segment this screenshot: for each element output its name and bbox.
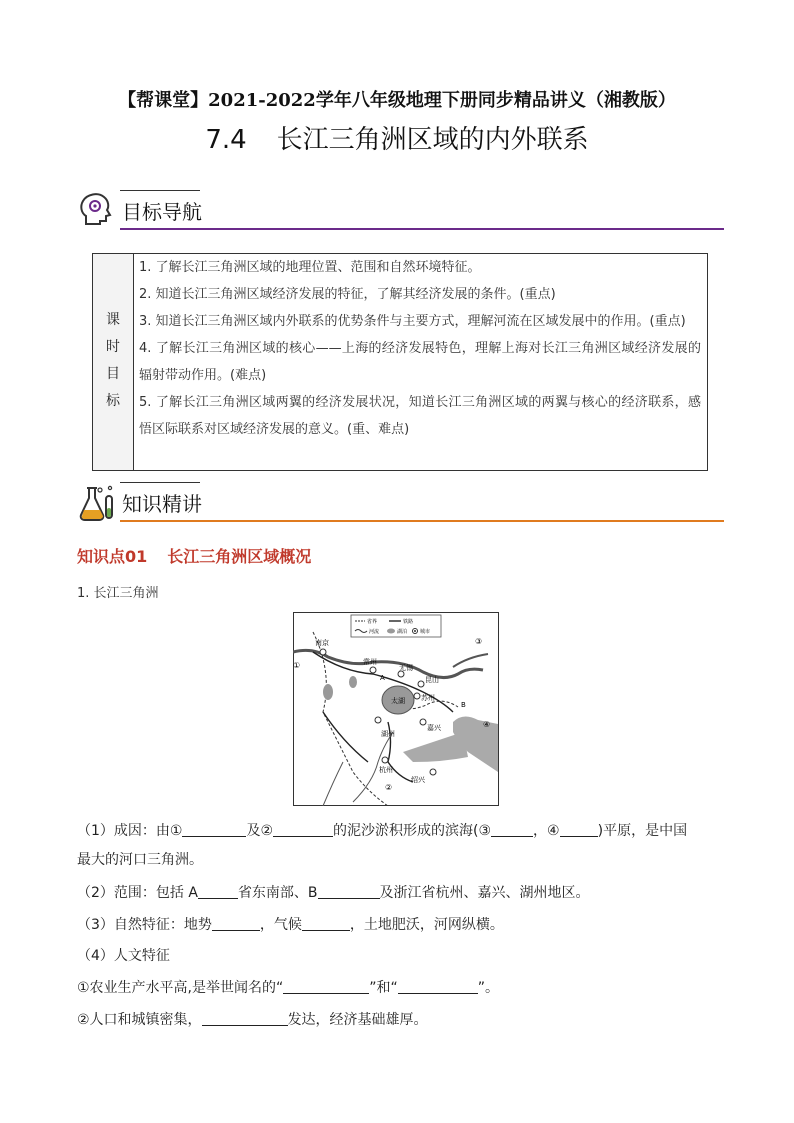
legend-item: 河流	[369, 629, 380, 635]
goal-item: 3. 知道长江三角洲区域内外联系的优势条件与主要方式，理解河流在区域发展中的作用。(重点)	[139, 314, 686, 329]
question-4-1	[77, 974, 722, 1003]
map-legend	[351, 615, 441, 637]
q-text: )平原，是中国	[597, 823, 688, 839]
goal-item: 2. 知道长江三角洲区域经济发展的特征，了解其经济发展的条件。(重点)	[139, 287, 556, 302]
legend-item: 铁路	[403, 619, 414, 625]
flask-icon	[76, 482, 116, 522]
q-text: ，气候	[259, 917, 302, 933]
q-text: （2）范围：包括 A	[77, 885, 198, 901]
side-char: 时	[106, 339, 120, 355]
knowledge-overline	[120, 482, 200, 483]
answer-blank[interactable]	[273, 822, 333, 837]
knowledge-point-title	[77, 544, 311, 567]
yangtze-delta-map	[293, 612, 499, 806]
q-text: （1）成因：由①	[77, 823, 183, 839]
answer-blank[interactable]	[182, 822, 246, 837]
map-city: 绍兴	[411, 776, 425, 784]
goal-item: 1. 了解长江三角洲区域的地理位置、范围和自然环境特征。	[139, 260, 481, 275]
goals-table	[92, 253, 708, 471]
map-marker: ①	[293, 661, 301, 670]
head-gear-icon	[76, 190, 116, 230]
answer-blank[interactable]	[302, 916, 350, 931]
answer-blank[interactable]	[491, 822, 533, 837]
q-text: ”和“	[369, 980, 398, 996]
section-title: 长江三角洲区域的内外联系	[276, 125, 589, 155]
answer-blank[interactable]	[283, 979, 369, 994]
side-char: 标	[106, 393, 120, 409]
map-city: 湖州	[381, 730, 395, 738]
section-number: 7.4	[205, 125, 247, 155]
knowledge-section-header	[76, 482, 724, 522]
goal-item: 4. 了解长江三角洲区域的核心——上海的经济发展特色，理解上海对长江三角洲区域经济发展的辐射带动作用。(难点)	[139, 341, 701, 383]
map-marker: ②	[385, 783, 393, 792]
q-text: ，土地肥沃，河网纵横。	[349, 917, 504, 933]
map-city: 太湖	[391, 697, 405, 705]
map-city: 苏州	[421, 694, 435, 702]
answer-blank[interactable]	[318, 884, 380, 899]
q-text: 最大的河口三角洲。	[77, 852, 203, 868]
subheading: 1. 长江三角洲	[77, 586, 159, 601]
q-text: 及②	[246, 823, 274, 839]
map-marker: ③	[475, 637, 483, 646]
knowledge-rule	[120, 520, 724, 522]
question-1	[77, 817, 722, 875]
goals-rule	[120, 228, 724, 230]
goals-heading: 目标导航	[122, 200, 202, 224]
answer-blank[interactable]	[398, 979, 478, 994]
question-4: （4）人文特征	[77, 948, 170, 964]
answer-blank[interactable]	[198, 884, 238, 899]
answer-blank[interactable]	[202, 1011, 288, 1026]
q-text: 及浙江省杭州、嘉兴、湖州地区。	[379, 885, 590, 901]
q-text: ①农业生产水平高,是举世闻名的“	[77, 980, 284, 996]
map-city: 无锡	[399, 664, 413, 672]
map-city: 常州	[363, 658, 377, 666]
goals-side-label	[93, 254, 134, 470]
map-city: 杭州	[379, 766, 393, 774]
goals-section-header	[76, 190, 724, 230]
q-text: 的泥沙淤积形成的滨海(③	[333, 823, 492, 839]
legend-item: 省界	[367, 619, 378, 625]
question-2	[77, 879, 722, 908]
q-text: ②人口和城镇密集，	[77, 1012, 202, 1028]
legend-item: 湖泊	[397, 629, 408, 635]
map-marker: ④	[483, 720, 491, 729]
map-marker: A	[380, 674, 385, 682]
knowledge-heading: 知识精讲	[122, 492, 202, 516]
question-4-2	[77, 1006, 722, 1035]
answer-blank[interactable]	[560, 822, 598, 837]
goals-list	[139, 254, 701, 443]
map-marker: B	[461, 701, 466, 709]
question-3	[77, 911, 722, 940]
q-text: 发达，经济基础雄厚。	[287, 1012, 428, 1028]
legend-item: 城市	[420, 629, 431, 635]
knowledge-point-name: 长江三角洲区域概况	[167, 547, 312, 566]
side-char: 课	[106, 312, 120, 328]
brand-header: 【帮课堂】2021-2022学年八年级地理下册同步精品讲义（湘教版）	[118, 90, 676, 111]
knowledge-point-label: 知识点01	[77, 547, 148, 566]
q-text: ，④	[533, 823, 560, 839]
map-city: 嘉兴	[427, 724, 441, 732]
map-city: 昆山	[425, 676, 439, 684]
goals-overline	[120, 190, 200, 191]
page-title	[0, 119, 794, 156]
q-text: 省东南部、B	[237, 885, 318, 901]
answer-blank[interactable]	[212, 916, 260, 931]
q-text: ”。	[477, 980, 500, 996]
goal-item: 5. 了解长江三角洲区域两翼的经济发展状况，知道长江三角洲区域的两翼与核心的经济联系，感悟区际联系对区域经济发展的意义。(重、难点)	[139, 395, 701, 437]
side-char: 目	[106, 366, 120, 382]
map-city: 南京	[315, 639, 329, 647]
q-text: （3）自然特征：地势	[77, 917, 212, 933]
